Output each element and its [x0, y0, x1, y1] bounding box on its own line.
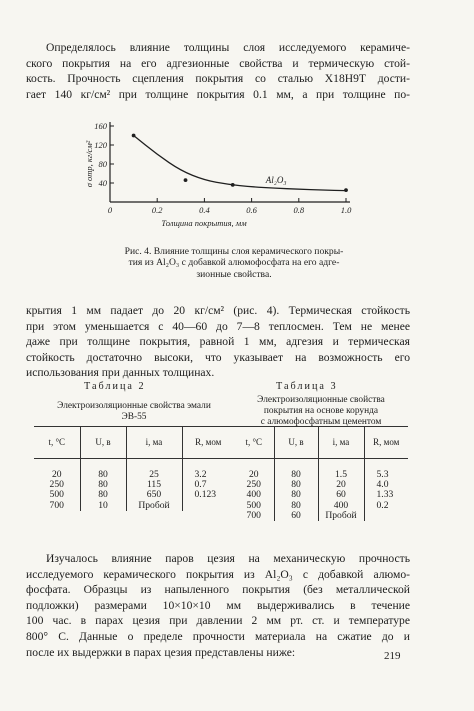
x-tick-label: 0.8 — [293, 205, 305, 215]
cell: 60 — [318, 490, 364, 500]
paragraph-2 — [26, 303, 410, 381]
col-header-i: i, ма — [318, 427, 364, 459]
table-2 — [34, 426, 234, 511]
table-header-row — [234, 427, 408, 459]
cell: 25 — [126, 470, 182, 480]
cell: 60 — [274, 511, 318, 521]
y-tick-label: 160 — [94, 121, 107, 131]
cell: 250 — [246, 479, 261, 491]
text-line: кость. Прочность сцепления покрытия со сталью Х18Н9Т дости- — [26, 72, 410, 86]
text-line: при этом уменьшается с 40—60 до 7—8 теплосмен. Тем не менее — [26, 319, 410, 333]
cell: Пробой — [318, 511, 364, 521]
subtitle-line: Электроизоляционные свойства — [257, 395, 385, 405]
paragraph-1 — [26, 40, 410, 102]
y-tick-label: 120 — [94, 140, 107, 150]
figure-4-chart — [84, 118, 360, 236]
cell: 115 — [126, 480, 182, 490]
x-tick-label: 1.0 — [340, 205, 352, 215]
text-line: использования при данных толщинах. — [26, 366, 215, 380]
table-row — [34, 501, 234, 511]
cell: 500 — [49, 489, 64, 501]
page-number: 219 — [384, 650, 401, 662]
cell: 80 — [274, 501, 318, 511]
caption-line: зионные свойства. — [196, 268, 272, 280]
cell: 1.33 — [364, 490, 408, 500]
text-line: фосфата. Образцы из напыленного покрытия (без металлической — [26, 583, 410, 597]
figure-caption — [84, 246, 384, 280]
data-point — [344, 188, 348, 192]
col-header-t: t, °С — [234, 427, 274, 459]
series-label: Al₂O₃ — [265, 175, 287, 185]
series-line — [134, 136, 346, 191]
x-axis-label: Толщина покрытия, мм — [161, 218, 247, 228]
table-2-subtitle — [26, 401, 242, 423]
cell: 0.7 — [182, 480, 234, 490]
text-line: Изучалось влияние паров цезия на механическую прочность — [46, 552, 410, 565]
subtitle-line: Электроизоляционные свойства эмали — [57, 401, 211, 411]
text-line: стойкость достаточно высоки, что указывает на возможность его — [26, 350, 410, 364]
cell: 80 — [274, 490, 318, 500]
text-line: даже при толщине покрытия, равной 1 мм, адгезия и термическая — [26, 335, 410, 349]
cell: 10 — [80, 501, 126, 511]
data-point — [184, 178, 188, 182]
text-line: 800° С. Данные о пределе прочности материала на сжатие до и — [26, 629, 410, 643]
text-line: ского покрытия на его адгезионные свойства и термическую стой- — [26, 56, 410, 70]
cell: 5.3 — [364, 470, 408, 480]
cell: 80 — [274, 480, 318, 490]
col-header-i: i, ма — [126, 427, 182, 459]
data-point — [132, 134, 136, 138]
col-header-u: U, в — [80, 427, 126, 459]
x-tick-label: 0 — [107, 205, 113, 215]
text-line: Определялось влияние толщины слоя исследуемого керамиче- — [46, 41, 410, 54]
cell: 0.123 — [182, 490, 234, 500]
x-tick-label: 0.2 — [151, 205, 163, 215]
cell: 20 — [318, 480, 364, 490]
subtitle-line: с алюмофосфатным цементом — [260, 416, 382, 427]
text-line: после их выдержки в парах цезия представлены ниже: — [26, 645, 296, 659]
table-2-title: Таблица 2 — [84, 381, 146, 392]
cell: 1.5 — [318, 470, 364, 480]
col-header-r: R, мом — [364, 427, 408, 459]
subtitle-line: ЭВ-55 — [121, 411, 147, 422]
data-point — [231, 183, 235, 187]
text-line: 100 час. в парах цезия при давлении 2 мм рт. ст. и температуре — [26, 614, 410, 628]
y-axis-label: σ отр, кг/см² — [84, 140, 94, 188]
cell: 20 — [248, 469, 259, 480]
cell: 4.0 — [364, 480, 408, 490]
x-tick-label: 0.4 — [199, 205, 210, 215]
text-line: подложки) размерами 10×10×10 мм выдерживались в течение — [26, 598, 410, 612]
table-row — [34, 490, 234, 500]
cell: 700 — [246, 509, 261, 521]
y-tick-label: 40 — [98, 178, 107, 188]
col-header-r: R, мом — [182, 427, 234, 459]
cell: 500 — [246, 499, 261, 511]
cell: Пробой — [126, 501, 182, 511]
cell: 20 — [51, 469, 62, 480]
cell: 0.2 — [364, 501, 408, 511]
col-header-u: U, в — [274, 427, 318, 459]
y-tick-label: 80 — [98, 159, 107, 169]
table-3-title: Таблица 3 — [276, 381, 338, 392]
cell — [182, 501, 234, 511]
cell: 400 — [318, 501, 364, 511]
text-line: гает 140 кг/см² при толщине покрытия 0.1 мм, а при толщине по- — [26, 87, 410, 101]
table-row — [234, 511, 408, 521]
caption-line: Рис. 4. Влияние толщины слоя керамического покры- — [124, 246, 344, 257]
cell: 650 — [126, 490, 182, 500]
cell: 80 — [80, 490, 126, 500]
cell: 80 — [80, 470, 126, 480]
cell: 80 — [80, 480, 126, 490]
table-3 — [234, 426, 408, 521]
cell — [364, 511, 408, 521]
text-line: исследуемого керамического покрытия из Al₂O₃ с добавкой алюмо- — [26, 567, 410, 581]
x-tick-label: 0.6 — [246, 205, 257, 215]
cell: 3.2 — [182, 470, 234, 480]
table-header-row — [34, 427, 234, 459]
caption-line: тия из Al₂O₃ с добавкой алюмофосфата на его адге- — [128, 257, 340, 269]
table-3-subtitle — [234, 395, 408, 427]
cell: 400 — [246, 489, 261, 501]
text-line: крытия 1 мм падает до 20 кг/см² (рис. 4). Термическая стойкость — [26, 304, 410, 317]
subtitle-line: покрытия на основе корунда — [263, 405, 379, 416]
cell: 250 — [49, 479, 64, 491]
paragraph-3 — [26, 551, 410, 660]
cell: 80 — [274, 470, 318, 480]
col-header-t: t, °С — [34, 427, 80, 459]
cell: 700 — [49, 499, 64, 511]
